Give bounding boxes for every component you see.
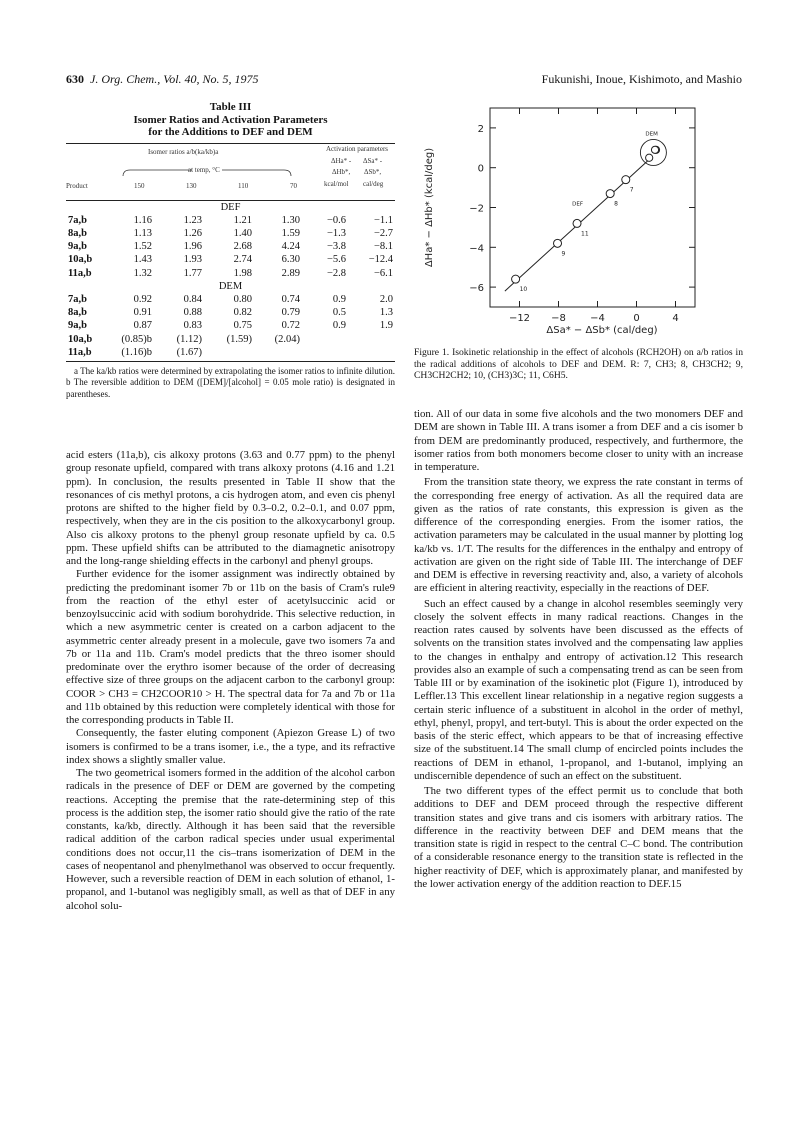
value-cell <box>302 346 348 359</box>
table-body <box>66 201 395 359</box>
value-cell: 0.88 <box>183 307 202 319</box>
table-subtitle-1: Isomer Ratios and Activation Parameters <box>133 113 328 126</box>
value-cell: 1.43 <box>133 254 152 266</box>
figure-caption <box>414 347 743 382</box>
value-cell: −6.1 <box>373 267 393 279</box>
value-cell: −1.1 <box>373 214 393 226</box>
value-cell: 1.23 <box>183 214 202 226</box>
left-paragraph: Consequently, the faster eluting component (Apiezon Grease L) of two isomers is confirmed to be a trans isomer, i.e., the a type, and its refractive index shows a slightly smaller value. <box>66 727 395 766</box>
value-cell: 1.96 <box>183 241 202 253</box>
header-at-temp: at temp, °C <box>188 165 220 174</box>
value-cell: −2.8 <box>326 267 346 279</box>
table-row <box>66 333 395 346</box>
y-tick-label: −4 <box>469 243 484 255</box>
dem-data-point <box>651 146 658 153</box>
value-cell: 0.87 <box>133 320 152 332</box>
header-ds-top: ΔSa* - <box>363 156 383 165</box>
value-cell <box>348 346 395 359</box>
value-cell: 2.74 <box>233 254 252 266</box>
value-cell: −12.4 <box>368 254 393 266</box>
point-label: 10 <box>519 286 528 294</box>
x-axis-label: ΔSa* − ΔSb* (cal/deg) <box>546 325 658 336</box>
point-label: 9 <box>561 250 566 258</box>
table-row <box>66 306 395 319</box>
value-cell: 2.0 <box>379 293 393 305</box>
header-temp-70: 70 <box>290 181 297 190</box>
header-product: Product <box>66 181 88 190</box>
right-paragraph: The two different types of the effect permit us to conclude that both additions to DEF and DEM proceed through the respective different transition states and give trans and cis isomers with arbitrary ratios. The difference in the reactivity between DEF and DEM means that the transition state is rigid in respect to the central C–C bond. The contribution of a considerable resonance energy to the transition state is reflected in the higher reactivity of DEF, which is approximately planar, and manifested by the lower activation energy of the addition reaction to DEF.15 <box>414 785 743 890</box>
product-cell: 9a,b <box>68 241 87 253</box>
header-dh-unit: kcal/mol <box>324 179 349 188</box>
table-row <box>66 319 395 332</box>
value-cell: 2.89 <box>281 267 300 279</box>
value-cell: −5.6 <box>326 254 346 266</box>
value-cell: 0.80 <box>233 293 252 305</box>
dem-rows <box>66 293 395 359</box>
value-cell: 0.91 <box>133 307 152 319</box>
table-footnote-text: a The ka/kb ratios were determined by extrapolating the isomer ratios to infinite dilution. b The reversible addition to DEM ([DEM]/[alcohol] = 0.05 mole ratio) is designated in parentheses. <box>66 365 395 399</box>
value-cell: (1.12) <box>176 333 202 345</box>
header-dh-bot: ΔHb*, <box>332 167 351 176</box>
table-title: Table III <box>209 101 252 113</box>
running-head-authors: Fukunishi, Inoue, Kishimoto, and Mashio <box>541 72 742 86</box>
value-cell: 0.9 <box>332 293 346 305</box>
value-cell: 4.24 <box>281 241 300 253</box>
header-temp-110: 110 <box>238 181 249 190</box>
y-axis-ticks <box>469 124 695 294</box>
value-cell: −3.8 <box>326 241 346 253</box>
point-label: 11 <box>581 230 589 238</box>
value-cell: 1.52 <box>133 241 152 253</box>
value-cell: (0.85)b <box>121 333 152 345</box>
header-isomer-ratios: Isomer ratios a/b(ka/kb)a <box>148 147 219 156</box>
value-cell: 1.13 <box>133 227 152 239</box>
table-row <box>66 267 395 280</box>
value-cell: 1.77 <box>183 267 202 279</box>
x-tick-label: 4 <box>672 313 679 324</box>
def-data-point <box>554 239 562 247</box>
x-tick-label: −12 <box>508 313 531 324</box>
header-temp-150: 150 <box>134 181 145 190</box>
right-paragraph: From the transition state theory, we express the rate constant in terms of the corresponding free energy of activation. As all the required data are given as the ratios of rate constants, this expression is given as the difference of the corresponding energies. From the isomer ratios, the activation parameters may be calculated in the usual manner by plotting log ka/kb vs. 1/T. The results for the differences in the enthalpy and entropy of activation are given on the right side of Table III. The interchange of DEF and DEM is effective in reversing reactivity and, also, a variety of alcohols are efficient in altering reactivity, especially in the reactions of DEF. <box>414 476 743 595</box>
value-cell: 6.30 <box>281 254 300 266</box>
value-cell: −2.7 <box>373 227 393 239</box>
y-axis-label: ΔHa* − ΔHb* (kcal/deg) <box>424 147 435 268</box>
table-row <box>66 214 395 227</box>
y-tick-label: −2 <box>469 203 484 215</box>
value-cell: 0.74 <box>281 293 300 305</box>
product-cell: 9a,b <box>68 320 87 332</box>
right-paragraph: tion. All of our data in some five alcohols and the two monomers DEF and DEM are shown in Table III. A trans isomer a from DEF and a cis isomer b from DEM are predominantly produced, respectively, and furthermore, the isomer ratios from both monomers become closer to unity with an increase in temperature. <box>414 408 743 473</box>
figure-caption-text: Figure 1. Isokinetic relationship in the effect of alcohols (RCH2OH) on a/b ratios in the radical additions of alcohols to DEF and DEM. R: 7, CH3; 8, CH3CH2; 9, CH3CH2CH2; 10, (CH3)3C; 11, C6H5. <box>414 347 743 381</box>
value-cell: (2.04) <box>274 333 300 345</box>
value-cell: (1.59) <box>226 333 252 345</box>
y-tick-label: 2 <box>477 123 484 135</box>
table-row <box>66 293 395 306</box>
value-cell: 0.83 <box>183 320 202 332</box>
def-data-point <box>606 190 614 198</box>
journal-citation: J. Org. Chem., Vol. 40, No. 5, 1975 <box>90 72 259 86</box>
header-ds-bot: ΔSb*, <box>364 167 382 176</box>
header-temp-130: 130 <box>186 181 197 190</box>
table-footnote <box>66 366 395 401</box>
def-data-point <box>573 219 581 227</box>
value-cell: 0.9 <box>332 320 346 332</box>
table-iii <box>66 101 395 400</box>
header-ds-unit: cal/deg <box>363 179 384 188</box>
x-tick-label: −8 <box>551 313 566 324</box>
table-bottom-rule <box>66 361 395 362</box>
def-data-point <box>512 275 520 283</box>
value-cell <box>348 333 395 346</box>
value-cell: 0.75 <box>233 320 252 332</box>
value-cell: −8.1 <box>373 241 393 253</box>
value-cell <box>204 346 254 359</box>
product-cell: 7a,b <box>68 214 87 226</box>
value-cell: (1.16)b <box>121 346 152 358</box>
y-tick-label: −6 <box>469 283 484 295</box>
value-cell: 0.5 <box>332 307 346 319</box>
table-subtitle-2: for the Additions to DEF and DEM <box>148 126 313 138</box>
product-cell: 10a,b <box>68 333 93 345</box>
value-cell: 1.3 <box>379 307 393 319</box>
table-row <box>66 227 395 240</box>
left-paragraph: acid esters (11a,b), cis alkoxy protons (3.63 and 0.77 ppm) to the phenyl group resonate upfield, compared with trans alkoxy protons (4.16 and 1.21 ppm). In conclusion, the results presented in Table II show that the resonances of cis methyl protons, a cis hydrogen atom, and even cis phenyl protons are shifted to the higher field by 0.3–0.2, 0.2–0.1, and 0.07 ppm, respectively, when they are in the cis position to the alkoxycarbonyl group. Also cis alkoxy protons to the phenyl group resonate upfield by ca. 0.5 ppm. These upfield shifts can be attributed to the diamagnetic anisotropy and the long-range shielding effects in the carbonyl and phenyl groups. <box>66 449 395 567</box>
def-data-point <box>622 176 630 184</box>
point-label: 8 <box>614 200 619 208</box>
left-paragraph: The two geometrical isomers formed in the addition of the alcohol carbon radicals in the presence of DEF or DEM are governed by the competing reactions. Accepting the premise that the rate-determining step of this process is the addition step, the isomer ratio should give the ratio of the rate constants, ka/kb, directly. Although it has been said that the reversible radical addition of the carbon radical species under usual experimental conditions does not occur,11 the cis–trans isomerization of DEM in the cases of neopentanol and phenylmethanol was observed to occur frequently. However, such a reversible reaction of DEM in each solution of ethanol, 1-propanol, and 1-butanol was negligibly small, as well as that of DEF in any alcohol solu- <box>66 767 395 912</box>
value-cell <box>302 333 348 346</box>
group-label-def: DEF <box>220 201 241 213</box>
value-cell: 1.26 <box>183 227 202 239</box>
value-cell: (1.67) <box>176 346 202 358</box>
value-cell: 1.93 <box>183 254 202 266</box>
value-cell: 0.79 <box>281 307 300 319</box>
y-tick-label: 0 <box>477 163 484 175</box>
table-header <box>66 144 395 200</box>
product-cell: 8a,b <box>68 307 87 319</box>
value-cell: 0.84 <box>183 293 202 305</box>
value-cell: 1.21 <box>233 214 252 226</box>
group-label-dem: DEM <box>218 280 243 292</box>
right-paragraph: Such an effect caused by a change in alcohol resembles seemingly very closely the solvent effects in many radical reactions. Changes in the reaction rates caused by solvents have been discussed as the effects of solvents on the transition states involved and the compensating law applies to the changes in enthalpy and entropy of activation.12 This research provides also an example of such a compensating trend as can be seen from Table III or by examination of the isokinetic plot (Figure 1), introduced by Leffler.13 This excellent linear relationship in a negative region suggests a certain steric influence of a substituent in alcohol in the order of methyl, ethyl, phenyl, propyl, and tert-butyl. This is about the order expected on the basis of the steric effect, which appears to be that of increasing effective size of the substituent.14 The small clump of encircled points includes the reactions of DEM in ethanol, 1-propanol, and 1-butanol, implying an undiscernible dependence of such an effect on the substituent. <box>414 597 743 782</box>
running-head-left <box>66 72 259 87</box>
x-tick-label: −4 <box>590 313 605 324</box>
value-cell: 2.68 <box>233 241 252 253</box>
header-dh-top: ΔHa* - <box>331 156 352 165</box>
def-series-label: DEF <box>572 201 584 208</box>
value-cell: 1.30 <box>281 214 300 226</box>
table-row <box>66 253 395 266</box>
value-cell: −1.3 <box>326 227 346 239</box>
product-cell: 10a,b <box>68 254 93 266</box>
product-cell: 11a,b <box>68 346 92 358</box>
header-activation: Activation parameters <box>326 144 389 153</box>
left-paragraph: Further evidence for the isomer assignment was indirectly obtained by predicting the predominant isomer 7b or 11b on the basis of Cram's rule9 from the reaction of the ethyl ester of acetylsuccinic acid or benzoylsuccinic acid with sodium borohydride. This selective reduction, in which a new asymmetric center is created on a carbon adjacent to the asymmetric center already present in a molecule, gave two isomers 7a and 7b or 11a and 11b. Cram's model predicts that the threo isomer should predominate over the erythro isomer because of the order of decreasing effective size of three groups on the adjacent carbon to the carbonyl group: COOR > CH3 = CH2COOR10 > H. The spectral data for 7a and 7b or 11a and 11b obtained by this reduction were completely identical with those for the corresponding products in Table II. <box>66 568 395 726</box>
right-column <box>414 408 743 891</box>
value-cell: −0.6 <box>326 214 346 226</box>
value-cell: 1.59 <box>281 227 300 239</box>
def-rows <box>66 214 395 280</box>
value-cell: 0.72 <box>281 320 300 332</box>
dem-data-point <box>646 154 653 161</box>
value-cell: 1.98 <box>233 267 252 279</box>
dem-points <box>646 146 660 161</box>
value-cell: 0.92 <box>133 293 152 305</box>
point-label: 7 <box>629 186 634 194</box>
value-cell <box>254 346 302 359</box>
page-number: 630 <box>66 72 84 86</box>
isokinetic-plot <box>414 101 743 351</box>
table-row <box>66 346 395 359</box>
value-cell: 0.82 <box>233 307 252 319</box>
product-cell: 11a,b <box>68 267 92 279</box>
value-cell: 1.40 <box>233 227 252 239</box>
table-row <box>66 240 395 253</box>
product-cell: 7a,b <box>68 293 87 305</box>
dem-series-label: DEM <box>645 131 658 138</box>
x-tick-label: 0 <box>633 313 640 324</box>
def-points <box>512 176 634 294</box>
product-cell: 8a,b <box>68 227 87 239</box>
value-cell: 1.9 <box>379 320 393 332</box>
left-column <box>66 449 395 913</box>
x-axis-ticks <box>509 108 679 324</box>
value-cell: 1.16 <box>133 214 152 226</box>
value-cell: 1.32 <box>133 267 152 279</box>
